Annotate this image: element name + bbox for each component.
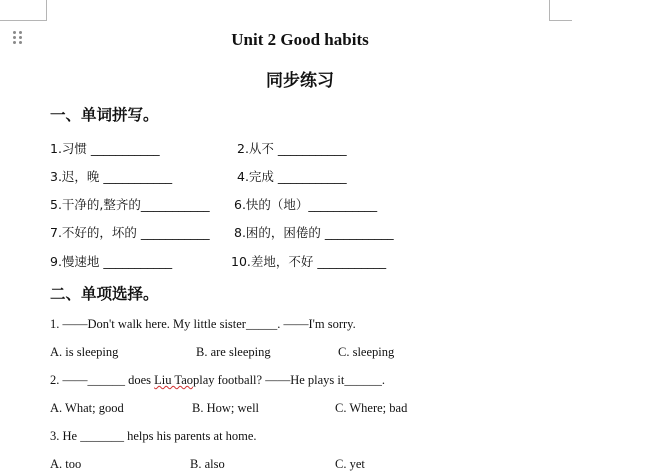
vocab-item: 10.差地，不好 ___________ bbox=[231, 254, 387, 269]
vocab-item: 3.迟，晚 ___________ bbox=[50, 169, 173, 184]
question-stem bbox=[50, 373, 385, 388]
answer-option: B. are sleeping bbox=[196, 345, 271, 359]
answer-option: B. How; well bbox=[192, 401, 260, 415]
vocab-item: 9.慢速地 ___________ bbox=[50, 254, 173, 269]
document-title: Unit 2 Good habits bbox=[231, 30, 369, 49]
answer-option: B. also bbox=[190, 457, 225, 471]
section-heading-word-spelling: 一、单词拼写。 bbox=[50, 106, 159, 124]
vocab-item: 8.困的，困倦的 ___________ bbox=[234, 225, 394, 240]
question-stem: 1. ——Don't walk here. My little sister_____. ——I'm sorry. bbox=[50, 317, 356, 331]
spellcheck-flagged-word: Liu Tao bbox=[154, 373, 193, 387]
page-corner-mark-top-left bbox=[0, 0, 47, 21]
answer-option: C. yet bbox=[335, 457, 365, 471]
vocab-item: 6.快的（地）___________ bbox=[234, 197, 378, 212]
answer-option: A. too bbox=[50, 457, 82, 471]
vocab-item: 5.干净的,整齐的___________ bbox=[50, 197, 210, 212]
vocab-item: 4.完成 ___________ bbox=[237, 169, 347, 184]
vocab-item: 1.习惯 ___________ bbox=[50, 141, 160, 156]
answer-option: C. sleeping bbox=[338, 345, 395, 359]
answer-option: A. is sleeping bbox=[50, 345, 119, 359]
question-stem-part: play football? ——He plays it______. bbox=[193, 373, 385, 387]
document-subtitle: 同步练习 bbox=[266, 71, 334, 91]
section-heading-multiple-choice: 二、单项选择。 bbox=[50, 285, 159, 303]
question-stem-part: 2. ——______ does bbox=[50, 373, 155, 387]
page-corner-mark-top-right bbox=[549, 0, 572, 21]
vocab-item: 2.从不 ___________ bbox=[237, 141, 347, 156]
vocab-item: 7.不好的，坏的 ___________ bbox=[50, 225, 210, 240]
question-stem: 3. He _______ helps his parents at home. bbox=[50, 429, 257, 443]
answer-option: C. Where; bad bbox=[335, 401, 408, 415]
answer-option: A. What; good bbox=[50, 401, 124, 415]
